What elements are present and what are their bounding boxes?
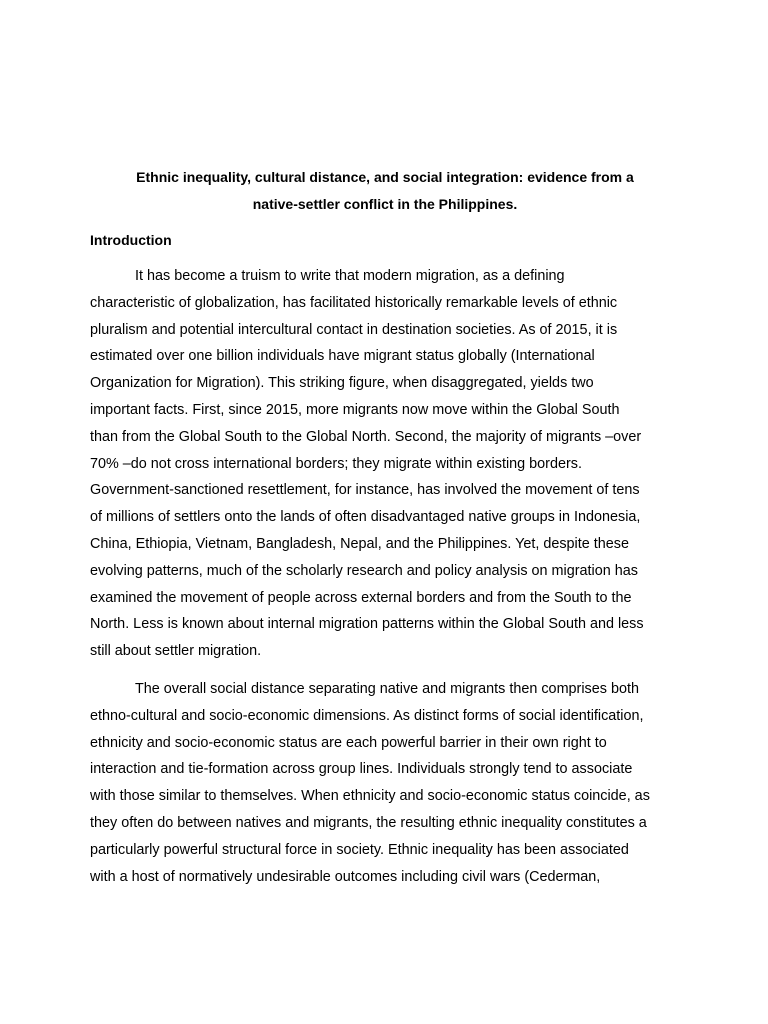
- paragraph-line: of millions of settlers onto the lands of often disadvantaged native groups in Indonesia,: [90, 509, 641, 526]
- paragraph-line: particularly powerful structural force in society. Ethnic inequality has been associated: [90, 841, 629, 858]
- paragraph-line: than from the Global South to the Global North. Second, the majority of migrants –over: [90, 428, 642, 445]
- paragraph-line: Government-sanctioned resettlement, for instance, has involved the movement of tens: [90, 482, 640, 499]
- paragraph-line: they often do between natives and migrants, the resulting ethnic inequality constitutes a: [90, 814, 647, 831]
- paragraph-line: still about settler migration.: [90, 643, 262, 660]
- paragraph-line: Organization for Migration). This striking figure, when disaggregated, yields two: [90, 375, 594, 392]
- paragraph-line: evolving patterns, much of the scholarly research and policy analysis on migration has: [90, 562, 638, 579]
- title-line: native-settler conflict in the Philippines.: [252, 196, 518, 212]
- paragraph-line: 70% –do not cross international borders; they migrate within existing borders.: [90, 455, 582, 472]
- paragraph-line: estimated over one billion individuals have migrant status globally (International: [90, 348, 595, 365]
- paragraph-line: important facts. First, since 2015, more migrants now move within the Global South: [90, 401, 620, 418]
- paragraph-line: interaction and tie-formation across group lines. Individuals strongly tend to associate: [90, 761, 633, 778]
- title-line: Ethnic inequality, cultural distance, and social integration: evidence from a: [136, 169, 634, 185]
- paragraph-line: with a host of normatively undesirable outcomes including civil wars (Cederman,: [90, 868, 601, 885]
- paragraph-line: North. Less is known about internal migration patterns within the Global South and less: [90, 616, 644, 633]
- paragraph-line: characteristic of globalization, has facilitated historically remarkable levels of ethnic: [90, 294, 618, 311]
- paragraph-line: It has become a truism to write that modern migration, as a defining: [135, 268, 565, 284]
- section-heading: Introduction: [90, 232, 172, 248]
- paragraph-line: ethno-cultural and socio-economic dimensions. As distinct forms of social identification,: [90, 707, 644, 724]
- document-title: [90, 164, 680, 218]
- paragraph-line: China, Ethiopia, Vietnam, Bangladesh, Nepal, and the Philippines. Yet, despite these: [90, 535, 629, 552]
- paragraph-line: pluralism and potential intercultural contact in destination societies. As of 2015, it is: [90, 321, 618, 338]
- paragraph: [90, 676, 680, 890]
- paragraph-line: The overall social distance separating native and migrants then comprises both: [135, 681, 639, 697]
- paragraph-line: examined the movement of people across external borders and from the South to the: [90, 589, 632, 606]
- paragraph: [90, 263, 680, 665]
- paragraph-line: ethnicity and socio-economic status are each powerful barrier in their own right to: [90, 734, 607, 751]
- paragraph-line: with those similar to themselves. When ethnicity and socio-economic status coincide, as: [90, 788, 650, 805]
